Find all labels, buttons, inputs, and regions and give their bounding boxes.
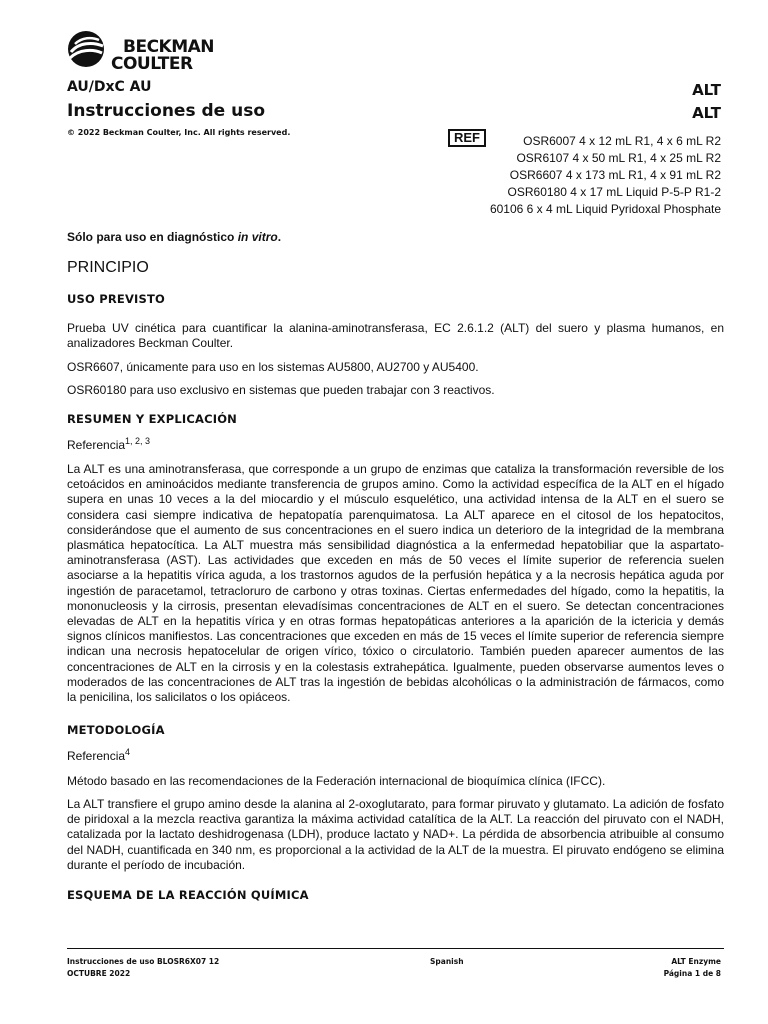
footer-page: Página 1 de 8	[663, 969, 721, 978]
reference-line-metodologia: Referencia$^4$	[67, 747, 131, 763]
reagent-item: OSR6007 4 x 12 mL R1, 4 x 6 mL R2	[523, 134, 721, 148]
footer-product: ALT Enzyme	[671, 957, 721, 966]
footer-right	[664, 956, 721, 980]
subheading-esquema: ESQUEMA DE LA REACCIÓN QUÍMICA	[67, 888, 309, 902]
paragraph-uso-previsto-2: OSR6607, únicamente para uso en los sistemas AU5800, AU2700 y AU5400.	[67, 360, 479, 374]
brand-line-2: COULTER	[111, 54, 193, 74]
footer-divider	[67, 948, 724, 949]
reagent-item: OSR6607 4 x 173 mL R1, 4 x 91 mL R2	[509, 168, 721, 182]
in-vitro-notice: Sólo para uso en diagnóstico in vitro.	[67, 230, 282, 244]
brand-line-1: BECKMAN	[123, 37, 215, 57]
product-line: AU/DxC AU	[67, 79, 152, 95]
reagent-item: 60106 6 x 4 mL Liquid Pyridoxal Phosphate	[489, 202, 721, 216]
analyte-title-2: ALT	[692, 104, 721, 122]
reagent-list	[490, 133, 721, 218]
paragraph-uso-previsto-1: Prueba UV cinética para cuantificar la alanina-aminotransferasa, EC 2.6.1.2 (ALT) del suero y plasma humanos, en analizadores Beckman Coulter.	[67, 321, 724, 351]
footer-language: Spanish	[430, 957, 464, 966]
paragraph-resumen: La ALT es una aminotransferasa, que corresponde a un grupo de enzimas que cataliza la transformación reversible de los cetoácidos en aminoácidos mediante transferencia de grupos amino. Como la actividad específica de la ALT en el hígado supera en unas 10 veces a la del miocardio y el músculo esquelético, una actividad intensa de la ALT en el suero se considera casi siempre indicativa de hepatopatía parenquimatosa. La ALT aparece en el citosol de los hepatocitos, considerándose que el aumento de sus concentraciones en el suero indica un deterioro de la integridad de la membrana plasmática hepatocítica. La ALT muestra más sensibilidad diagnóstica a la enfermedad hepatobiliar que la aspartato-aminotransferasa (AST). Las actividades que exceden en más de 50 veces el límite superior de referencia suelen asociarse a la hepatitis vírica aguda, a los trastornos agudos de la perfusión hepática y a la necrosis hepática aguda por ingestión de paracetamol, tetracloruro de carbono y otras toxinas. Ciertas enfermedades del hígado, como la hepatitis, la mononucleosis y la cirrosis, presentan elevadísimas concentraciones de ALT en el suero. Se detectan concentraciones elevadas de ALT en la hepatitis vírica y en otras formas hepatopáticas anteriores a la aparición de la ictericia y demás signos clínicos manifiestos. Las concentraciones que exceden en más de 15 veces el límite superior de referencia siempre indican una necrosis hepatocelular de origen vírico, tóxico o circulatorio. También pueden aparecer aumentos de las concentraciones de ALT en la cirrosis y en la colestasis extrahepática. Igualmente, pueden observarse aumentos leves o moderados de las concentraciones de ALT tras la ingestión de bebidas alcohólicas o la administración de fármacos, como la penicilina, los salicilatos o los opiáceos.	[67, 462, 724, 705]
document-title: Instrucciones de uso	[67, 101, 266, 121]
subheading-resumen: RESUMEN Y EXPLICACIÓN	[67, 412, 238, 426]
paragraph-metodologia-2: La ALT transfiere el grupo amino desde la alanina al 2-oxoglutarato, para formar piruvato y glutamato. La adición de fosfato de piridoxal a la mezcla reactiva garantiza la máxima actividad catalítica de la ALT. La reacción del piruvato con el NADH, catalizada por la lactato deshidrogenasa (LDH), produce lactato y NAD+. La pérdida de absorbencia atribuible al consumo del NADH, cuantificada en 340 nm, es proporcional a la actividad de la ALT de la muestra. El piruvato endógeno se elimina durante el período de incubación.	[67, 797, 724, 872]
footer-doc-id: Instrucciones de uso BLOSR6X07 12	[67, 957, 220, 966]
reference-line-resumen: Referencia$^{1, 2, 3}$	[67, 436, 151, 452]
reagent-item: OSR6107 4 x 50 mL R1, 4 x 25 mL R2	[516, 151, 721, 165]
section-heading-principio: PRINCIPIO	[67, 259, 149, 276]
copyright: © 2022 Beckman Coulter, Inc. All rights reserved.	[67, 128, 291, 137]
beckman-coulter-logo	[67, 30, 247, 80]
footer-date: OCTUBRE 2022	[67, 969, 131, 978]
reagent-item: OSR60180 4 x 17 mL Liquid P-5-P R1-2	[507, 185, 721, 199]
paragraph-uso-previsto-3: OSR60180 para uso exclusivo en sistemas que pueden trabajar con 3 reactivos.	[67, 383, 495, 397]
footer-left	[67, 956, 219, 980]
subheading-uso-previsto: USO PREVISTO	[67, 292, 166, 306]
subheading-metodologia: METODOLOGÍA	[67, 723, 165, 737]
ref-symbol: REF	[448, 129, 486, 147]
analyte-title-1: ALT	[692, 81, 721, 99]
paragraph-metodologia-1: Método basado en las recomendaciones de la Federación internacional de bioquímica clínica (IFCC).	[67, 774, 606, 788]
beckman-coulter-emblem-icon	[67, 30, 105, 68]
